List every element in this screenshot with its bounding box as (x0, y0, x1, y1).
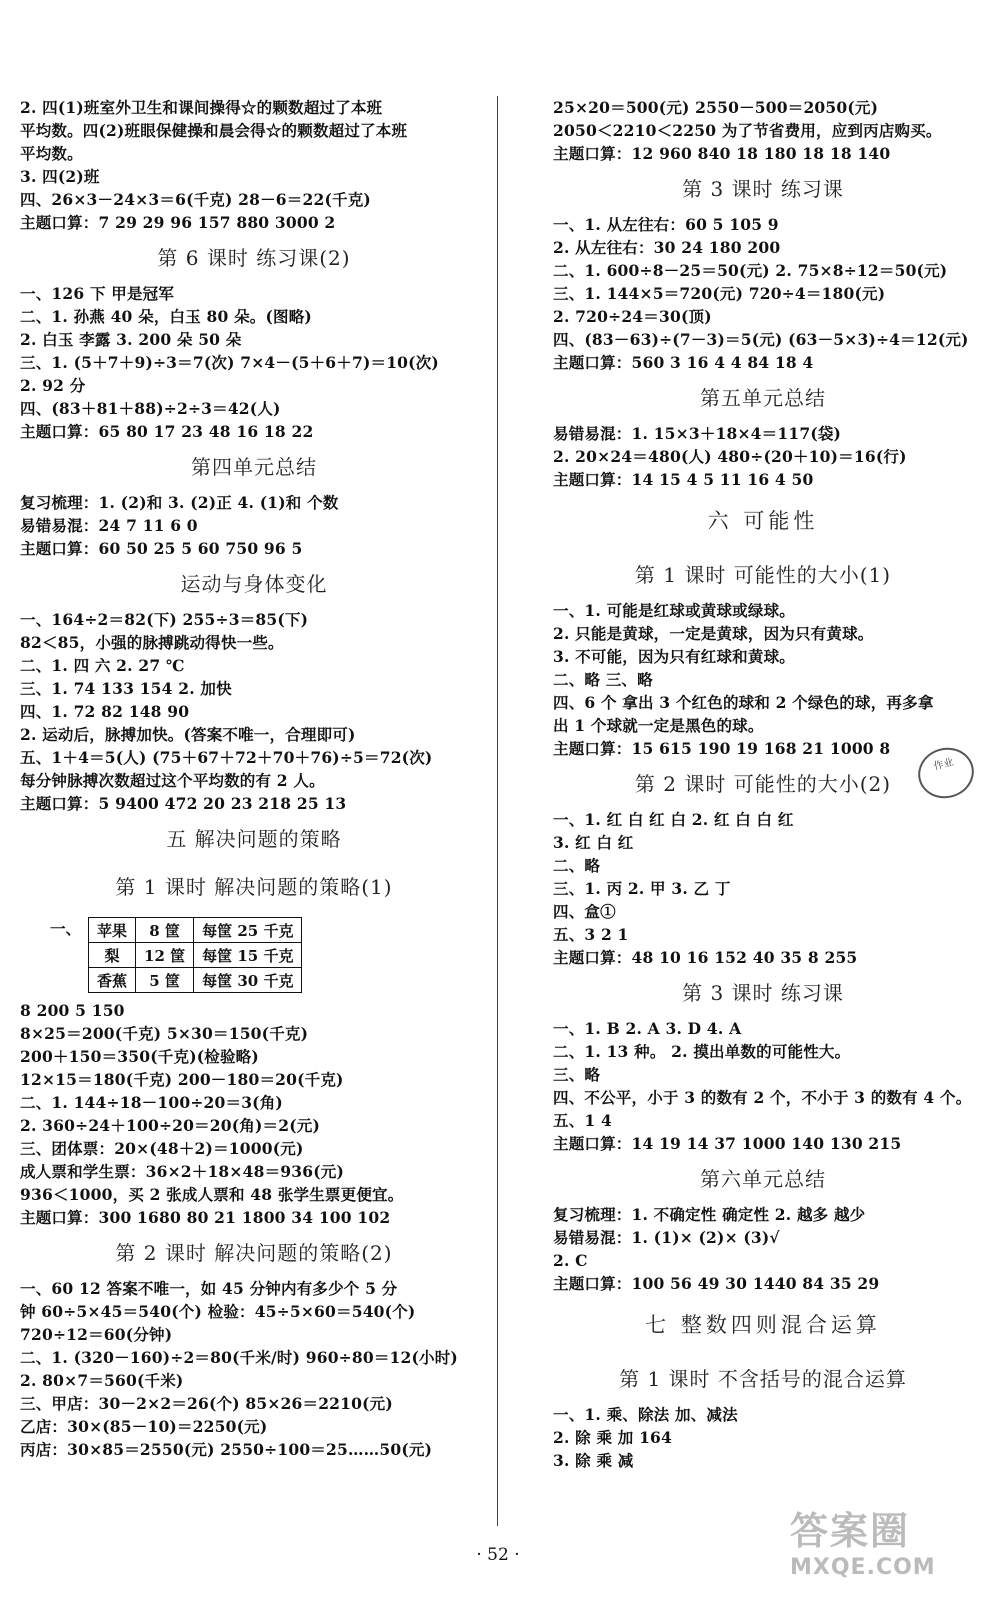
section-heading: 第四单元总结 (191, 455, 317, 479)
left-column (20, 96, 488, 1461)
answer-line: 2050＜2210＜2250 为了节省费用，应到丙店购买。 (553, 121, 942, 140)
answer-line: 四、盒① (553, 902, 616, 921)
answer-line: 复习梳理：1. (2)和 3. (2)正 4. (1)和 个数 (20, 493, 339, 512)
answer-line: 四、(83－63)÷(7－3)＝5(元) (63－5×3)÷4＝12(元) (553, 330, 969, 349)
answer-line: 12×15＝180(千克) 200－180＝20(千克) (20, 1070, 344, 1089)
answer-line: 出 1 个球就一定是黑色的球。 (553, 716, 764, 735)
section-heading: 第 1 课时 不含括号的混合运算 (619, 1367, 907, 1391)
answer-line: 五、1＋4＝5(人) (75＋67＋72＋70＋76)÷5＝72(次) (20, 748, 433, 767)
answer-line: 主题口算：100 56 49 30 1440 84 35 29 (553, 1274, 880, 1293)
answer-line: 2. C (553, 1251, 588, 1270)
answer-line: 一、126 下 甲是冠军 (20, 284, 175, 303)
answer-line: 2. 只能是黄球，一定是黄球，因为只有黄球。 (553, 624, 874, 643)
section-heading: 第 3 课时 练习课 (682, 177, 844, 201)
answer-line: 成人票和学生票：36×2＋18×48＝936(元) (20, 1162, 344, 1181)
answer-line: 一、60 12 答案不唯一，如 45 分钟内有多少个 5 分 (20, 1279, 398, 1298)
answer-line: 3. 除 乘 减 (553, 1451, 634, 1470)
answer-line: 3. 不可能，因为只有红球和黄球。 (553, 647, 795, 666)
answer-line: 平均数。 (20, 144, 83, 163)
answer-line: 一、1. 可能是红球或黄球或绿球。 (553, 601, 795, 620)
table-cell: 香蕉 (89, 968, 136, 993)
answer-line: 三、略 (553, 1065, 601, 1084)
section-heading: 第 2 课时 解决问题的策略(2) (115, 1241, 393, 1265)
answer-line: 主题口算：14 19 14 37 1000 140 130 215 (553, 1134, 902, 1153)
answer-line: 3. 红 白 红 (553, 833, 634, 852)
answer-line: 一、1. 从左往右：60 5 105 9 (553, 215, 779, 234)
answer-line: 三、甲店：30－2×2＝26(个) 85×26＝2210(元) (20, 1394, 393, 1413)
answer-line: 主题口算：14 15 4 5 11 16 4 50 (553, 470, 814, 489)
table-cell: 每筐 25 千克 (194, 918, 302, 943)
answer-line: 720÷12＝60(分钟) (20, 1325, 173, 1344)
answer-line: 2. 白玉 李露 3. 200 朵 50 朵 (20, 330, 242, 349)
answer-line: 2. 除 乘 加 164 (553, 1428, 673, 1447)
answer-line: 二、1. 13 种。 2. 摸出单数的可能性大。 (553, 1042, 851, 1061)
answer-line: 复习梳理：1. 不确定性 确定性 2. 越多 越少 (553, 1205, 866, 1224)
section-heading: 第六单元总结 (700, 1167, 826, 1191)
unit-heading: 六 可能性 (707, 509, 819, 533)
answer-line: 主题口算：300 1680 80 21 1800 34 100 102 (20, 1208, 391, 1227)
right-column (553, 96, 973, 1472)
answer-line: 一、1. B 2. A 3. D 4. A (553, 1019, 742, 1038)
watermark-url: MXQE.COM (790, 1555, 936, 1580)
answer-line: 二、1. (320－160)÷2＝80(千米/时) 960÷80＝12(小时) (20, 1348, 458, 1367)
table-lead-label: 一、 (50, 919, 82, 938)
table-cell: 8 筐 (136, 918, 194, 943)
table-cell: 每筐 15 千克 (194, 943, 302, 968)
answer-line: 易错易混：1. 15×3＋18×4＝117(袋) (553, 424, 842, 443)
fruit-table (88, 917, 302, 993)
table-row (89, 918, 302, 943)
page-number: · 52 · (476, 1545, 520, 1565)
watermark-title: 答案圈 (790, 1509, 911, 1553)
watermark-logo (790, 1500, 980, 1590)
answer-line: 8×25＝200(千克) 5×30＝150(千克) (20, 1024, 309, 1043)
answer-line: 三、1. (5＋7＋9)÷3＝7(次) 7×4－(5＋6＋7)＝10(次) (20, 353, 439, 372)
answer-line: 936＜1000，买 2 张成人票和 48 张学生票更便宜。 (20, 1185, 404, 1204)
answer-line: 三、团体票：20×(48＋2)＝1000(元) (20, 1139, 304, 1158)
table-row (89, 968, 302, 993)
answer-line: 二、1. 144÷18－100÷20＝3(角) (20, 1093, 283, 1112)
answer-line: 主题口算：5 9400 472 20 23 218 25 13 (20, 794, 347, 813)
answer-line: 一、1. 红 白 红 白 2. 红 白 白 红 (553, 810, 794, 829)
answer-line: 一、1. 乘、除法 加、减法 (553, 1405, 738, 1424)
answer-line: 3. 四(2)班 (20, 167, 100, 186)
answer-line: 2. 20×24＝480(人) 480÷(20＋10)＝16(行) (553, 447, 907, 466)
fruit-table-block (20, 917, 488, 993)
seal-stamp: 作业 (912, 742, 979, 805)
answer-line: 三、1. 74 133 154 2. 加快 (20, 679, 232, 698)
answer-line: 二、略 三、略 (553, 670, 653, 689)
answer-line: 2. 80×7＝560(千米) (20, 1371, 184, 1390)
section-heading: 第 2 课时 可能性的大小(2) (634, 772, 892, 796)
answer-line: 200＋150＝350(千克)(检验略) (20, 1047, 259, 1066)
section-heading: 第 3 课时 练习课 (682, 981, 844, 1005)
answer-line: 主题口算：12 960 840 18 180 18 18 140 (553, 144, 891, 163)
answer-line: 乙店：30×(85－10)＝2250(元) (20, 1417, 268, 1436)
answer-line: 主题口算：15 615 190 19 168 21 1000 8 (553, 739, 891, 758)
section-heading: 第 1 课时 可能性的大小(1) (634, 563, 892, 587)
answer-line: 四、6 个 拿出 3 个红色的球和 2 个绿色的球，再多拿 (553, 693, 934, 712)
answer-line: 三、1. 丙 2. 甲 3. 乙 丁 (553, 879, 731, 898)
answer-line: 易错易混：1. (1)× (2)× (3)√ (553, 1228, 780, 1247)
table-cell: 每筐 30 千克 (194, 968, 302, 993)
answer-line: 25×20＝500(元) 2550－500＝2050(元) (553, 98, 879, 117)
answer-line: 主题口算：60 50 25 5 60 750 96 5 (20, 539, 303, 558)
answer-line: 四、(83＋81＋88)÷2÷3＝42(人) (20, 399, 281, 418)
answer-line: 五、3 2 1 (553, 925, 629, 944)
answer-line: 主题口算：65 80 17 23 48 16 18 22 (20, 422, 314, 441)
answer-line: 丙店：30×85＝2550(元) 2550÷100＝25……50(元) (20, 1440, 433, 1459)
answer-line: 2. 720÷24＝30(顶) (553, 307, 712, 326)
section-heading: 第五单元总结 (700, 386, 826, 410)
answer-line: 二、1. 600÷8－25＝50(元) 2. 75×8÷12＝50(元) (553, 261, 948, 280)
answer-line: 三、1. 144×5＝720(元) 720÷4＝180(元) (553, 284, 886, 303)
answer-line: 每分钟脉搏次数超过这个平均数的有 2 人。 (20, 771, 325, 790)
answer-line: 主题口算：7 29 29 96 157 880 3000 2 (20, 213, 336, 232)
answer-line: 82＜85，小强的脉搏跳动得快一些。 (20, 633, 284, 652)
section-heading: 第 6 课时 练习课(2) (157, 246, 351, 270)
answer-line: 二、1. 四 六 2. 27 ℃ (20, 656, 185, 675)
answer-line: 2. 360÷24＋100÷20＝20(角)＝2(元) (20, 1116, 320, 1135)
answer-line: 四、1. 72 82 148 90 (20, 702, 190, 721)
section-heading: 运动与身体变化 (180, 572, 328, 596)
answer-line: 2. 92 分 (20, 376, 86, 395)
section-heading: 第 1 课时 解决问题的策略(1) (115, 875, 393, 899)
section-heading: 五 解决问题的策略 (166, 827, 342, 851)
table-row (89, 943, 302, 968)
answer-line: 8 200 5 150 (20, 1001, 125, 1020)
answer-line: 二、1. 孙燕 40 朵，白玉 80 朵。(图略) (20, 307, 312, 326)
answer-line: 一、164÷2＝82(下) 255÷3＝85(下) (20, 610, 309, 629)
column-divider (497, 96, 498, 1526)
answer-line: 二、略 (553, 856, 601, 875)
table-cell: 苹果 (89, 918, 136, 943)
table-cell: 5 筐 (136, 968, 194, 993)
answer-line: 易错易混：24 7 11 6 0 (20, 516, 198, 535)
answer-line: 2. 运动后，脉搏加快。(答案不唯一，合理即可) (20, 725, 356, 744)
answer-line: 四、不公平，小于 3 的数有 2 个，不小于 3 的数有 4 个。 (553, 1088, 972, 1107)
table-cell: 梨 (89, 943, 136, 968)
answer-line: 平均数。四(2)班眼保健操和晨会得☆的颗数超过了本班 (20, 121, 408, 140)
unit-heading: 七 整数四则混合运算 (645, 1313, 881, 1337)
answer-line: 主题口算：48 10 16 152 40 35 8 255 (553, 948, 858, 967)
answer-line: 2. 四(1)班室外卫生和课间操得☆的颗数超过了本班 (20, 98, 383, 117)
answer-line: 五、1 4 (553, 1111, 612, 1130)
table-cell: 12 筐 (136, 943, 194, 968)
answer-line: 钟 60÷5×45＝540(个) 检验：45÷5×60＝540(个) (20, 1302, 416, 1321)
answer-line: 2. 从左往右：30 24 180 200 (553, 238, 781, 257)
answer-line: 主题口算：560 3 16 4 4 84 18 4 (553, 353, 814, 372)
answer-line: 四、26×3－24×3＝6(千克) 28－6＝22(千克) (20, 190, 371, 209)
